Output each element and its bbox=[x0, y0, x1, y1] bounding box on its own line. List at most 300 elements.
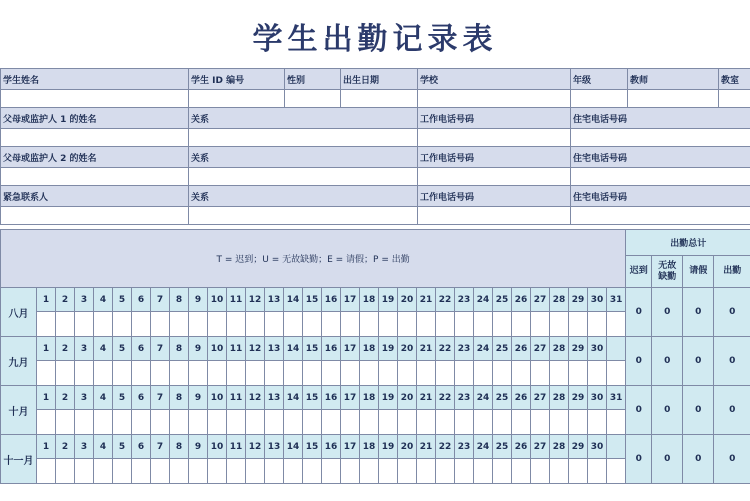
day-number: 28 bbox=[550, 337, 569, 361]
day-number: 25 bbox=[493, 435, 512, 459]
day-number: 24 bbox=[474, 386, 493, 410]
day-number: 14 bbox=[284, 435, 303, 459]
attendance-entry-cell[interactable] bbox=[246, 459, 265, 484]
attendance-entry-cell[interactable] bbox=[284, 459, 303, 484]
emergency-contact-label: 紧急联系人 bbox=[1, 186, 189, 207]
attendance-entry-cell[interactable] bbox=[379, 410, 398, 435]
student-id-field[interactable] bbox=[189, 90, 285, 108]
attendance-entry-cell[interactable] bbox=[398, 410, 417, 435]
teacher-field[interactable] bbox=[628, 90, 719, 108]
guardian1-work-phone-field[interactable] bbox=[418, 129, 571, 147]
day-number: 10 bbox=[208, 386, 227, 410]
attendance-entry-cell[interactable] bbox=[588, 459, 607, 484]
day-number: 7 bbox=[151, 288, 170, 312]
total-excused-value: 0 bbox=[683, 386, 714, 435]
guardian2-relation-field[interactable] bbox=[189, 168, 418, 186]
day-number: 21 bbox=[417, 386, 436, 410]
day-number: 8 bbox=[170, 386, 189, 410]
day-number: 13 bbox=[265, 435, 284, 459]
day-number: 22 bbox=[436, 337, 455, 361]
classroom-label: 教室 bbox=[719, 69, 750, 90]
day-number bbox=[607, 435, 626, 459]
day-number: 5 bbox=[113, 386, 132, 410]
emergency-contact-field[interactable] bbox=[1, 207, 189, 225]
attendance-entry-cell[interactable] bbox=[417, 410, 436, 435]
day-number: 10 bbox=[208, 288, 227, 312]
attendance-entry-cell[interactable] bbox=[265, 410, 284, 435]
day-number: 7 bbox=[151, 386, 170, 410]
attendance-entry-cell[interactable] bbox=[341, 361, 360, 386]
attendance-entry-cell[interactable] bbox=[132, 312, 151, 337]
total-unexcused-text: 无故缺勤 bbox=[658, 260, 677, 282]
attendance-entry-cell[interactable] bbox=[379, 361, 398, 386]
attendance-entry-cell[interactable] bbox=[493, 361, 512, 386]
emergency-relation-field[interactable] bbox=[189, 207, 418, 225]
emergency-relation-label: 关系 bbox=[189, 186, 418, 207]
day-number: 12 bbox=[246, 386, 265, 410]
day-number: 30 bbox=[588, 288, 607, 312]
day-number: 12 bbox=[246, 435, 265, 459]
attendance-entry-cell[interactable] bbox=[208, 410, 227, 435]
attendance-entry-cell[interactable] bbox=[512, 361, 531, 386]
day-number bbox=[607, 337, 626, 361]
day-number: 29 bbox=[569, 337, 588, 361]
total-excused-header: 请假 bbox=[683, 256, 714, 288]
day-number: 19 bbox=[379, 288, 398, 312]
attendance-entry-cell[interactable] bbox=[474, 459, 493, 484]
attendance-entry-cell[interactable] bbox=[322, 312, 341, 337]
total-late-header: 迟到 bbox=[626, 256, 652, 288]
day-number: 18 bbox=[360, 386, 379, 410]
attendance-entry-cell[interactable] bbox=[227, 361, 246, 386]
attendance-entry-cell[interactable] bbox=[360, 361, 379, 386]
attendance-entry-cell[interactable] bbox=[493, 459, 512, 484]
day-number: 7 bbox=[151, 435, 170, 459]
day-number: 17 bbox=[341, 386, 360, 410]
attendance-entry-cell[interactable] bbox=[512, 312, 531, 337]
guardian1-relation-field[interactable] bbox=[189, 129, 418, 147]
day-number: 23 bbox=[455, 288, 474, 312]
guardian2-relation-label: 关系 bbox=[189, 147, 418, 168]
day-number: 18 bbox=[360, 288, 379, 312]
attendance-entry-cell[interactable] bbox=[284, 312, 303, 337]
attendance-entry-cell[interactable] bbox=[455, 410, 474, 435]
day-number: 15 bbox=[303, 386, 322, 410]
day-number: 20 bbox=[398, 386, 417, 410]
emergency-home-phone-label: 住宅电话号码 bbox=[571, 186, 750, 207]
total-late-value: 0 bbox=[626, 337, 652, 386]
attendance-entry-cell[interactable] bbox=[75, 312, 94, 337]
attendance-entry-cell[interactable] bbox=[37, 410, 56, 435]
attendance-entry-cell[interactable] bbox=[56, 459, 75, 484]
day-number: 8 bbox=[170, 435, 189, 459]
day-number: 20 bbox=[398, 435, 417, 459]
day-number: 10 bbox=[208, 435, 227, 459]
day-number: 2 bbox=[56, 386, 75, 410]
day-number: 10 bbox=[208, 337, 227, 361]
student-name-label: 学生姓名 bbox=[1, 69, 189, 90]
attendance-entry-cell[interactable] bbox=[75, 410, 94, 435]
total-late-value: 0 bbox=[626, 435, 652, 484]
day-number: 18 bbox=[360, 435, 379, 459]
day-number: 8 bbox=[170, 337, 189, 361]
day-number: 19 bbox=[379, 386, 398, 410]
month-label: 八月 bbox=[1, 288, 37, 337]
day-number: 5 bbox=[113, 288, 132, 312]
day-number: 4 bbox=[94, 337, 113, 361]
day-number: 27 bbox=[531, 386, 550, 410]
attendance-entry-cell[interactable] bbox=[341, 459, 360, 484]
birth-date-field[interactable] bbox=[341, 90, 418, 108]
month-label: 十一月 bbox=[1, 435, 37, 484]
attendance-entry-cell[interactable] bbox=[398, 361, 417, 386]
attendance-entry-cell[interactable] bbox=[531, 361, 550, 386]
attendance-entry-cell[interactable] bbox=[512, 459, 531, 484]
total-present-value: 0 bbox=[714, 435, 750, 484]
guardian1-home-phone-label: 住宅电话号码 bbox=[571, 108, 750, 129]
day-number: 27 bbox=[531, 337, 550, 361]
attendance-entry-cell[interactable] bbox=[170, 459, 189, 484]
day-number: 11 bbox=[227, 337, 246, 361]
attendance-entry-cell[interactable] bbox=[227, 410, 246, 435]
attendance-entry-cell[interactable] bbox=[341, 410, 360, 435]
attendance-entry-cell[interactable] bbox=[322, 410, 341, 435]
total-unexcused-value: 0 bbox=[652, 435, 683, 484]
attendance-entry-cell[interactable] bbox=[493, 312, 512, 337]
day-number: 9 bbox=[189, 337, 208, 361]
attendance-entry-cell[interactable] bbox=[170, 410, 189, 435]
attendance-entry-cell[interactable] bbox=[607, 361, 626, 386]
page-title: 学生出勤记录表 bbox=[252, 22, 498, 57]
attendance-entry-cell[interactable] bbox=[474, 410, 493, 435]
attendance-entry-cell[interactable] bbox=[303, 459, 322, 484]
day-number: 11 bbox=[227, 386, 246, 410]
teacher-label: 教师 bbox=[628, 69, 719, 90]
day-number: 14 bbox=[284, 288, 303, 312]
total-late-value: 0 bbox=[626, 288, 652, 337]
day-number: 29 bbox=[569, 386, 588, 410]
gender-label: 性别 bbox=[285, 69, 341, 90]
day-number: 3 bbox=[75, 386, 94, 410]
day-number: 4 bbox=[94, 386, 113, 410]
day-number: 5 bbox=[113, 337, 132, 361]
attendance-entry-cell[interactable] bbox=[189, 361, 208, 386]
day-number: 26 bbox=[512, 435, 531, 459]
total-unexcused-value: 0 bbox=[652, 337, 683, 386]
day-number: 25 bbox=[493, 288, 512, 312]
day-number: 16 bbox=[322, 386, 341, 410]
attendance-entry-cell[interactable] bbox=[417, 361, 436, 386]
attendance-entry-cell[interactable] bbox=[208, 312, 227, 337]
total-excused-value: 0 bbox=[683, 288, 714, 337]
attendance-entry-cell[interactable] bbox=[56, 312, 75, 337]
attendance-entry-cell[interactable] bbox=[360, 410, 379, 435]
day-number: 7 bbox=[151, 337, 170, 361]
attendance-entry-cell[interactable] bbox=[113, 410, 132, 435]
attendance-entry-cell[interactable] bbox=[512, 410, 531, 435]
attendance-entry-cell[interactable] bbox=[303, 312, 322, 337]
day-number: 26 bbox=[512, 386, 531, 410]
day-number: 12 bbox=[246, 337, 265, 361]
attendance-entry-cell[interactable] bbox=[417, 459, 436, 484]
attendance-entry-cell[interactable] bbox=[550, 361, 569, 386]
attendance-entry-cell[interactable] bbox=[284, 361, 303, 386]
school-field[interactable] bbox=[418, 90, 571, 108]
attendance-entry-cell[interactable] bbox=[227, 312, 246, 337]
day-number: 15 bbox=[303, 337, 322, 361]
day-number: 2 bbox=[56, 288, 75, 312]
day-number: 30 bbox=[588, 435, 607, 459]
attendance-entry-cell[interactable] bbox=[189, 459, 208, 484]
day-number: 1 bbox=[37, 337, 56, 361]
emergency-work-phone-label: 工作电话号码 bbox=[418, 186, 571, 207]
attendance-entry-cell[interactable] bbox=[379, 312, 398, 337]
day-number: 4 bbox=[94, 288, 113, 312]
attendance-entry-cell[interactable] bbox=[132, 459, 151, 484]
attendance-entry-cell[interactable] bbox=[94, 459, 113, 484]
attendance-entry-cell[interactable] bbox=[303, 361, 322, 386]
attendance-entry-cell[interactable] bbox=[531, 312, 550, 337]
day-number: 25 bbox=[493, 337, 512, 361]
attendance-entry-cell[interactable] bbox=[246, 312, 265, 337]
attendance-entry-cell[interactable] bbox=[37, 312, 56, 337]
attendance-entry-cell[interactable] bbox=[94, 312, 113, 337]
attendance-entry-cell[interactable] bbox=[113, 312, 132, 337]
attendance-entry-cell[interactable] bbox=[189, 312, 208, 337]
day-number: 31 bbox=[607, 288, 626, 312]
attendance-entry-cell[interactable] bbox=[436, 361, 455, 386]
attendance-entry-cell[interactable] bbox=[569, 459, 588, 484]
attendance-entry-cell[interactable] bbox=[265, 459, 284, 484]
day-number: 1 bbox=[37, 435, 56, 459]
day-number: 21 bbox=[417, 337, 436, 361]
attendance-entry-cell[interactable] bbox=[151, 361, 170, 386]
day-number: 28 bbox=[550, 288, 569, 312]
day-number: 6 bbox=[132, 288, 151, 312]
day-number: 26 bbox=[512, 337, 531, 361]
day-number: 23 bbox=[455, 435, 474, 459]
attendance-entry-cell[interactable] bbox=[474, 361, 493, 386]
attendance-entry-cell[interactable] bbox=[607, 410, 626, 435]
attendance-entry-cell[interactable] bbox=[151, 459, 170, 484]
grade-label: 年级 bbox=[571, 69, 628, 90]
total-late-value: 0 bbox=[626, 386, 652, 435]
attendance-entry-cell[interactable] bbox=[550, 459, 569, 484]
guardian2-name-field[interactable] bbox=[1, 168, 189, 186]
day-number: 23 bbox=[455, 386, 474, 410]
attendance-entry-cell[interactable] bbox=[550, 410, 569, 435]
total-present-value: 0 bbox=[714, 337, 750, 386]
attendance-entry-cell[interactable] bbox=[360, 459, 379, 484]
attendance-entry-cell[interactable] bbox=[37, 361, 56, 386]
attendance-entry-cell[interactable] bbox=[132, 410, 151, 435]
grade-field[interactable] bbox=[571, 90, 628, 108]
day-number: 25 bbox=[493, 386, 512, 410]
total-unexcused-value: 0 bbox=[652, 288, 683, 337]
day-number: 22 bbox=[436, 435, 455, 459]
attendance-entry-cell[interactable] bbox=[607, 459, 626, 484]
day-number: 28 bbox=[550, 386, 569, 410]
day-number: 24 bbox=[474, 288, 493, 312]
guardian2-work-phone-field[interactable] bbox=[418, 168, 571, 186]
guardian1-name-label: 父母或监护人 1 的姓名 bbox=[1, 108, 189, 129]
attendance-entry-cell[interactable] bbox=[455, 312, 474, 337]
student-name-field[interactable] bbox=[1, 90, 189, 108]
birth-date-label: 出生日期 bbox=[341, 69, 418, 90]
attendance-entry-cell[interactable] bbox=[455, 459, 474, 484]
attendance-entry-cell[interactable] bbox=[246, 410, 265, 435]
day-number: 2 bbox=[56, 435, 75, 459]
attendance-entry-cell[interactable] bbox=[436, 459, 455, 484]
guardian1-work-phone-label: 工作电话号码 bbox=[418, 108, 571, 129]
guardian1-name-field[interactable] bbox=[1, 129, 189, 147]
month-label: 十月 bbox=[1, 386, 37, 435]
day-number: 29 bbox=[569, 288, 588, 312]
day-number: 3 bbox=[75, 288, 94, 312]
attendance-entry-cell[interactable] bbox=[37, 459, 56, 484]
total-present-value: 0 bbox=[714, 386, 750, 435]
guardian1-home-phone-field[interactable] bbox=[571, 129, 750, 147]
day-number: 23 bbox=[455, 337, 474, 361]
day-number: 26 bbox=[512, 288, 531, 312]
day-number: 28 bbox=[550, 435, 569, 459]
total-excused-value: 0 bbox=[683, 435, 714, 484]
day-number: 5 bbox=[113, 435, 132, 459]
attendance-entry-cell[interactable] bbox=[227, 459, 246, 484]
attendance-table bbox=[0, 229, 750, 484]
attendance-entry-cell[interactable] bbox=[398, 459, 417, 484]
day-number: 9 bbox=[189, 435, 208, 459]
attendance-entry-cell[interactable] bbox=[588, 312, 607, 337]
attendance-entry-cell[interactable] bbox=[341, 312, 360, 337]
attendance-entry-cell[interactable] bbox=[94, 361, 113, 386]
attendance-entry-cell[interactable] bbox=[75, 361, 94, 386]
day-number: 14 bbox=[284, 386, 303, 410]
attendance-entry-cell[interactable] bbox=[607, 312, 626, 337]
gender-field[interactable] bbox=[285, 90, 341, 108]
attendance-entry-cell[interactable] bbox=[436, 312, 455, 337]
day-number: 22 bbox=[436, 386, 455, 410]
attendance-entry-cell[interactable] bbox=[569, 312, 588, 337]
attendance-entry-cell[interactable] bbox=[588, 410, 607, 435]
attendance-entry-cell[interactable] bbox=[531, 459, 550, 484]
attendance-entry-cell[interactable] bbox=[569, 410, 588, 435]
classroom-field[interactable] bbox=[719, 90, 750, 108]
attendance-entry-cell[interactable] bbox=[151, 312, 170, 337]
school-label: 学校 bbox=[418, 69, 571, 90]
total-present-header: 出勤 bbox=[714, 256, 750, 288]
day-number: 11 bbox=[227, 435, 246, 459]
attendance-total-header: 出勤总计 bbox=[626, 230, 750, 256]
attendance-entry-cell[interactable] bbox=[246, 361, 265, 386]
day-number: 22 bbox=[436, 288, 455, 312]
attendance-entry-cell[interactable] bbox=[265, 361, 284, 386]
attendance-entry-cell[interactable] bbox=[75, 459, 94, 484]
day-number: 21 bbox=[417, 288, 436, 312]
day-number: 21 bbox=[417, 435, 436, 459]
day-number: 27 bbox=[531, 435, 550, 459]
day-number: 3 bbox=[75, 337, 94, 361]
attendance-entry-cell[interactable] bbox=[493, 410, 512, 435]
day-number: 17 bbox=[341, 435, 360, 459]
day-number: 30 bbox=[588, 337, 607, 361]
attendance-entry-cell[interactable] bbox=[588, 361, 607, 386]
day-number: 19 bbox=[379, 337, 398, 361]
attendance-entry-cell[interactable] bbox=[569, 361, 588, 386]
day-number: 17 bbox=[341, 337, 360, 361]
attendance-entry-cell[interactable] bbox=[189, 410, 208, 435]
day-number: 13 bbox=[265, 288, 284, 312]
emergency-home-phone-field[interactable] bbox=[571, 207, 750, 225]
attendance-entry-cell[interactable] bbox=[322, 459, 341, 484]
guardian2-name-label: 父母或监护人 2 的姓名 bbox=[1, 147, 189, 168]
attendance-entry-cell[interactable] bbox=[531, 410, 550, 435]
attendance-entry-cell[interactable] bbox=[303, 410, 322, 435]
student-id-label: 学生 ID 编号 bbox=[189, 69, 285, 90]
attendance-entry-cell[interactable] bbox=[417, 312, 436, 337]
attendance-entry-cell[interactable] bbox=[322, 361, 341, 386]
attendance-entry-cell[interactable] bbox=[151, 410, 170, 435]
attendance-entry-cell[interactable] bbox=[398, 312, 417, 337]
attendance-entry-cell[interactable] bbox=[56, 410, 75, 435]
day-number: 3 bbox=[75, 435, 94, 459]
attendance-entry-cell[interactable] bbox=[436, 410, 455, 435]
attendance-entry-cell[interactable] bbox=[455, 361, 474, 386]
day-number: 11 bbox=[227, 288, 246, 312]
day-number: 31 bbox=[607, 386, 626, 410]
day-number: 24 bbox=[474, 337, 493, 361]
guardian2-home-phone-label: 住宅电话号码 bbox=[571, 147, 750, 168]
attendance-entry-cell[interactable] bbox=[170, 312, 189, 337]
day-number: 15 bbox=[303, 288, 322, 312]
attendance-entry-cell[interactable] bbox=[56, 361, 75, 386]
attendance-entry-cell[interactable] bbox=[132, 361, 151, 386]
attendance-entry-cell[interactable] bbox=[550, 312, 569, 337]
guardian2-home-phone-field[interactable] bbox=[571, 168, 750, 186]
day-number: 13 bbox=[265, 337, 284, 361]
month-label: 九月 bbox=[1, 337, 37, 386]
attendance-entry-cell[interactable] bbox=[208, 459, 227, 484]
day-number: 6 bbox=[132, 435, 151, 459]
day-number: 1 bbox=[37, 386, 56, 410]
total-unexcused-header bbox=[652, 256, 683, 288]
day-number: 19 bbox=[379, 435, 398, 459]
attendance-entry-cell[interactable] bbox=[113, 459, 132, 484]
day-number: 20 bbox=[398, 337, 417, 361]
attendance-entry-cell[interactable] bbox=[474, 312, 493, 337]
student-info-table bbox=[0, 68, 750, 225]
day-number: 16 bbox=[322, 435, 341, 459]
emergency-work-phone-field[interactable] bbox=[418, 207, 571, 225]
guardian1-relation-label: 关系 bbox=[189, 108, 418, 129]
attendance-entry-cell[interactable] bbox=[208, 361, 227, 386]
day-number: 14 bbox=[284, 337, 303, 361]
day-number: 30 bbox=[588, 386, 607, 410]
total-present-value: 0 bbox=[714, 288, 750, 337]
attendance-entry-cell[interactable] bbox=[360, 312, 379, 337]
attendance-entry-cell[interactable] bbox=[113, 361, 132, 386]
attendance-entry-cell[interactable] bbox=[265, 312, 284, 337]
day-number: 12 bbox=[246, 288, 265, 312]
day-number: 20 bbox=[398, 288, 417, 312]
attendance-entry-cell[interactable] bbox=[284, 410, 303, 435]
day-number: 29 bbox=[569, 435, 588, 459]
attendance-entry-cell[interactable] bbox=[379, 459, 398, 484]
attendance-entry-cell[interactable] bbox=[170, 361, 189, 386]
attendance-entry-cell[interactable] bbox=[94, 410, 113, 435]
day-number: 15 bbox=[303, 435, 322, 459]
day-number: 16 bbox=[322, 337, 341, 361]
